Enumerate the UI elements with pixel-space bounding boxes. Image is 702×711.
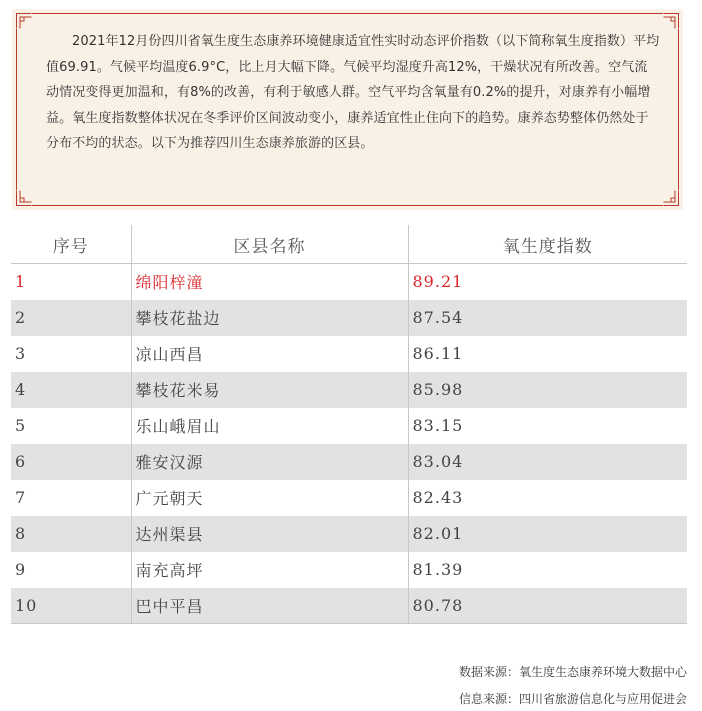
table-row	[11, 408, 687, 444]
corner-ornament-icon	[16, 190, 32, 206]
district-cell: 攀枝花米易	[131, 372, 408, 408]
rank-cell: 4	[11, 372, 131, 408]
rank-cell: 7	[11, 480, 131, 516]
index-cell: 85.98	[408, 372, 687, 408]
data-source-note: 数据来源：氧生度生态康养环境大数据中心	[458, 665, 687, 679]
district-cell: 南充高坪	[131, 552, 408, 588]
header-rank: 序号	[11, 225, 131, 264]
district-cell: 凉山西昌	[131, 336, 408, 372]
rank-cell: 6	[11, 444, 131, 480]
table-row	[11, 264, 687, 300]
intro-paragraph: 2021年12月份四川省氧生度生态康养环境健康适宜性实时动态评价指数（以下简称氧生度指数）平均值69.91。气候平均温度6.9°C，比上月大幅下降。气候平均湿度升高12%，干燥状况有所改善。空气流动情况变得更加温和，有8%的改善，有利于敏感人群。空气平均含氧量有0.2%的提升，对康养有小幅增益。氧生度指数整体状况在冬季评价区间波动变小，康养适宜性止住向下的趋势。康养态势整体仍然处于分布不均的状态。以下为推荐四川生态康养旅游的区县。	[46, 34, 660, 151]
table-row	[11, 336, 687, 372]
table-row	[11, 516, 687, 552]
district-cell: 广元朝天	[131, 480, 408, 516]
table-row	[11, 300, 687, 336]
table-row	[11, 444, 687, 480]
index-cell: 89.21	[408, 264, 687, 300]
index-cell: 80.78	[408, 588, 687, 624]
table-row	[11, 552, 687, 588]
index-cell: 87.54	[408, 300, 687, 336]
corner-ornament-icon	[663, 13, 679, 29]
corner-ornament-icon	[663, 190, 679, 206]
district-cell: 攀枝花盐边	[131, 300, 408, 336]
header-district: 区县名称	[131, 225, 408, 264]
index-cell: 82.01	[408, 516, 687, 552]
rank-cell: 2	[11, 300, 131, 336]
index-cell: 83.04	[408, 444, 687, 480]
rank-cell: 8	[11, 516, 131, 552]
index-cell: 82.43	[408, 480, 687, 516]
index-cell: 81.39	[408, 552, 687, 588]
district-cell: 巴中平昌	[131, 588, 408, 624]
district-cell: 达州渠县	[131, 516, 408, 552]
district-cell: 乐山峨眉山	[131, 408, 408, 444]
corner-ornament-icon	[16, 13, 32, 29]
district-cell: 绵阳梓潼	[131, 264, 408, 300]
rank-cell: 9	[11, 552, 131, 588]
district-cell: 雅安汉源	[131, 444, 408, 480]
table-row	[11, 480, 687, 516]
rank-cell: 1	[11, 264, 131, 300]
table-header-row	[11, 225, 687, 264]
rank-cell: 5	[11, 408, 131, 444]
table-row	[11, 588, 687, 624]
rank-cell: 10	[11, 588, 131, 624]
intro-box	[12, 9, 683, 210]
index-cell: 83.15	[408, 408, 687, 444]
header-index: 氧生度指数	[408, 225, 687, 264]
table-row	[11, 372, 687, 408]
index-cell: 86.11	[408, 336, 687, 372]
rank-cell: 3	[11, 336, 131, 372]
ranking-table	[11, 225, 687, 624]
info-source-note: 信息来源：四川省旅游信息化与应用促进会	[458, 692, 687, 706]
